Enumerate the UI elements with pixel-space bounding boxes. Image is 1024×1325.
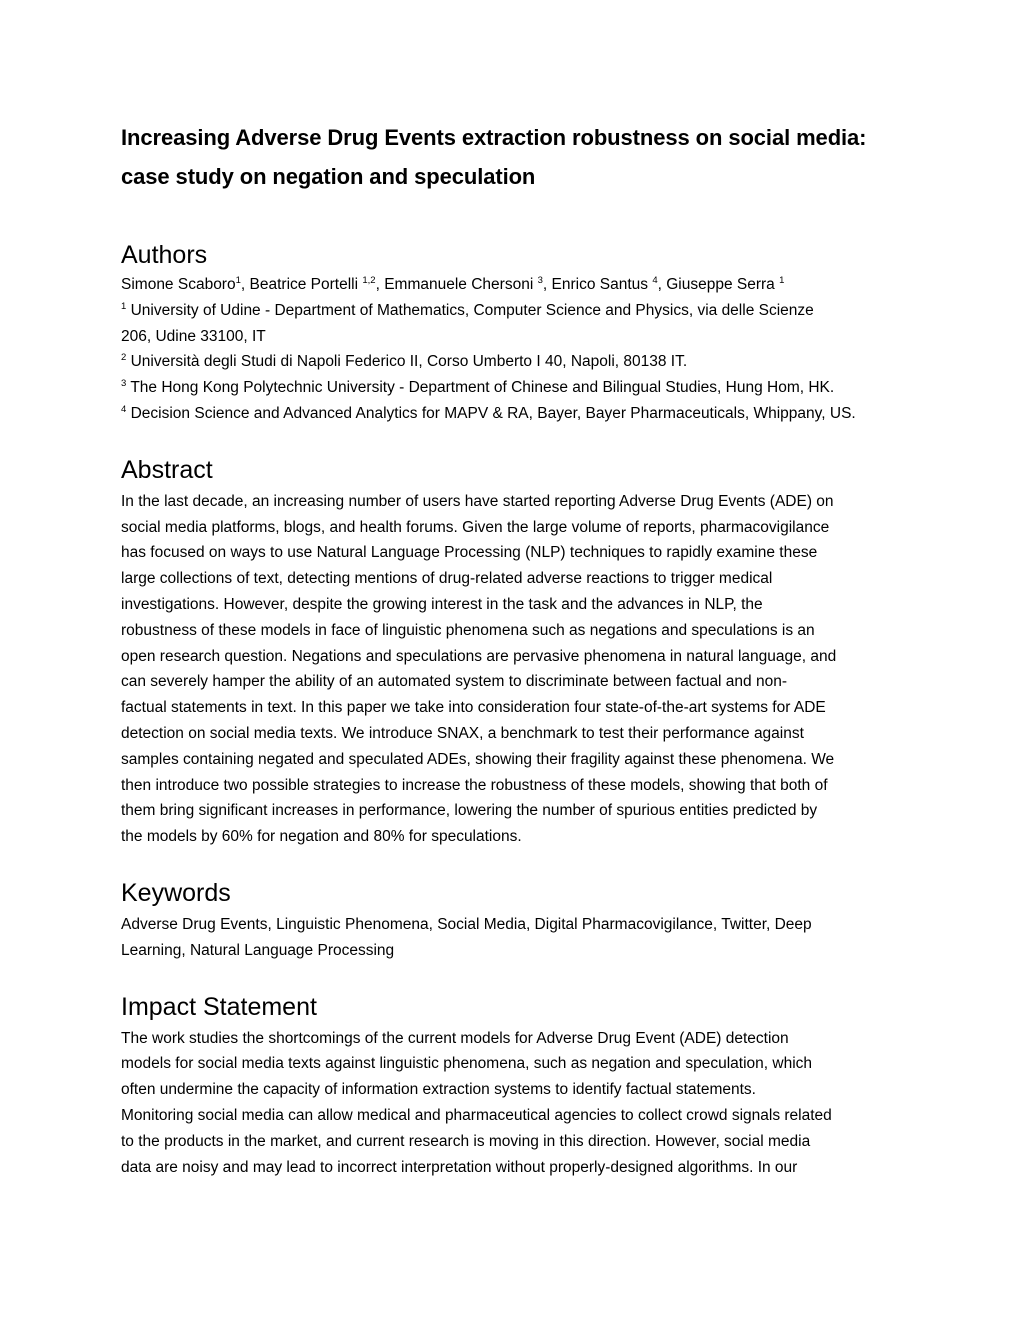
authors-section — [121, 272, 911, 427]
author-name: Beatrice Portelli — [249, 276, 363, 293]
keywords-text — [121, 912, 911, 964]
author-name: Simone Scaboro — [121, 276, 236, 293]
abstract-line: In the last decade, an increasing number of users have started reporting Adverse Drug Events (ADE) on — [121, 492, 834, 510]
author-name: Enrico Santus — [551, 276, 653, 293]
abstract-line: detection on social media texts. We introduce SNAX, a benchmark to test their performance against — [121, 724, 804, 742]
author-name: Emmanuele Chersoni — [384, 276, 538, 293]
affiliation — [121, 375, 911, 401]
impact-line: data are noisy and may lead to incorrect interpretation without properly-designed algorithms. In our — [121, 1158, 798, 1176]
impact-line: The work studies the shortcomings of the current models for Adverse Drug Event (ADE) detection — [121, 1029, 789, 1047]
affiliation-text: Università degli Studi di Napoli Federico II, Corso Umberto I 40, Napoli, 80138 IT. — [126, 353, 688, 371]
affiliation-mark: 2 — [121, 352, 127, 364]
abstract-line: open research question. Negations and speculations are pervasive phenomena in natural language, and — [121, 647, 837, 665]
paper-page — [121, 118, 911, 1180]
affiliation — [121, 349, 911, 375]
impact-line: to the products in the market, and current research is moving in this direction. However, social media — [121, 1132, 811, 1150]
affiliation-continuation: 206, Udine 33100, IT — [121, 327, 266, 345]
abstract-line: large collections of text, detecting mentions of drug-related adverse reactions to trigger medical — [121, 570, 773, 588]
author-affiliation-mark: 1,2 — [362, 274, 376, 286]
affiliation — [121, 298, 911, 324]
abstract-line: investigations. However, despite the growing interest in the task and the advances in NLP, the — [121, 595, 763, 613]
impact-heading: Impact Statement — [121, 992, 317, 1021]
abstract-heading: Abstract — [121, 455, 213, 484]
abstract-line: them bring significant increases in performance, lowering the number of spurious entities predicted by — [121, 802, 818, 820]
abstract-line: can severely hamper the ability of an automated system to discriminate between factual and non- — [121, 673, 788, 691]
affiliation-mark: 4 — [121, 403, 127, 415]
author-affiliation-mark: 3 — [537, 274, 543, 286]
author-affiliation-mark: 1 — [779, 274, 785, 286]
keywords-line: Learning, Natural Language Processing — [121, 941, 395, 959]
affiliation-text: University of Udine - Department of Mathematics, Computer Science and Physics, via delle Scienze — [126, 301, 814, 319]
author-list — [121, 272, 911, 298]
affiliation-mark: 1 — [121, 300, 127, 312]
author-separator: , — [657, 276, 667, 293]
affiliation-text: The Hong Kong Polytechnic University - Department of Chinese and Bilingual Studies, Hung Hom, HK. — [126, 379, 835, 397]
authors-heading: Authors — [121, 241, 208, 269]
keywords-line: Adverse Drug Events, Linguistic Phenomena, Social Media, Digital Pharmacovigilance, Twitter, Deep — [121, 915, 812, 933]
author-separator: , — [542, 276, 552, 293]
impact-text — [121, 1026, 911, 1181]
abstract-line: samples containing negated and speculated ADEs, showing their fragility against these phenomena. We — [121, 750, 835, 768]
abstract-line: then introduce two possible strategies to increase the robustness of these models, showing that both of — [121, 776, 828, 794]
affiliation — [121, 401, 911, 427]
author-affiliation-mark: 1 — [235, 274, 241, 286]
abstract-line: factual statements in text. In this paper we take into consideration four state-of-the-art systems for ADE — [121, 699, 826, 717]
abstract-text — [121, 489, 911, 850]
author-separator: , — [240, 276, 250, 293]
author-name: Giuseppe Serra — [666, 276, 780, 293]
impact-line: models for social media texts against linguistic phenomena, such as negation and speculation, which — [121, 1055, 813, 1073]
title-line: Increasing Adverse Drug Events extraction robustness on social media: — [121, 125, 867, 150]
affiliation-text: Decision Science and Advanced Analytics for MAPV & RA, Bayer, Bayer Pharmaceuticals, Whippany, US. — [126, 404, 856, 422]
paper-title — [121, 118, 911, 196]
impact-line: Monitoring social media can allow medical and pharmaceutical agencies to collect crowd signals related — [121, 1106, 832, 1124]
abstract-line: has focused on ways to use Natural Language Processing (NLP) techniques to rapidly examine these — [121, 544, 818, 562]
keywords-heading: Keywords — [121, 878, 231, 907]
title-line: case study on negation and speculation — [121, 164, 536, 189]
author-separator: , — [375, 276, 385, 293]
abstract-line: the models by 60% for negation and 80% for speculations. — [121, 828, 522, 846]
abstract-line: social media platforms, blogs, and health forums. Given the large volume of reports, pharmacovigilance — [121, 518, 830, 536]
impact-line: often undermine the capacity of information extraction systems to identify factual statements. — [121, 1081, 756, 1099]
author-affiliation-mark: 4 — [652, 274, 658, 286]
abstract-line: robustness of these models in face of linguistic phenomena such as negations and speculations is an — [121, 621, 815, 639]
affiliation-mark: 3 — [121, 378, 127, 390]
